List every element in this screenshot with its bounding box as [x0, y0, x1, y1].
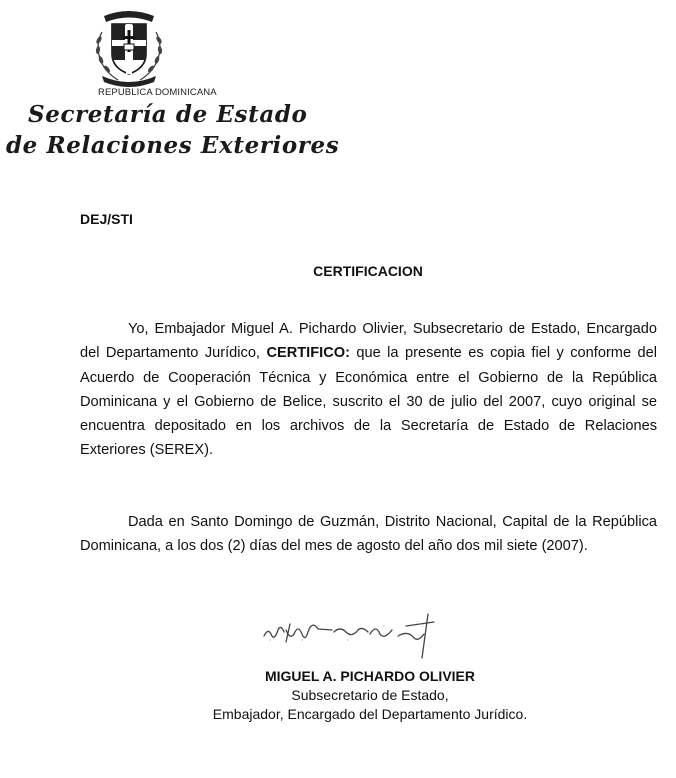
- document-title: CERTIFICACION: [313, 263, 423, 279]
- certification-paragraph: [80, 317, 657, 463]
- ministry-name-line-1: Secretaría de Estado: [28, 101, 308, 128]
- certification-body-text: que la presente es copia fiel y conforme del Acuerdo de Cooperación Técnica y Económica entre el Gobierno de la República Dominicana y el Gobierno de Belice, suscrito el 30 de julio del 2007, cuyo original se encuentra depositado en los archivos de la Secretaría de Estado de Relaciones Exteriores (SEREX).: [80, 345, 657, 459]
- handwritten-signature-icon: [258, 606, 458, 660]
- coat-of-arms-icon: [88, 2, 170, 88]
- country-name: REPUBLICA DOMINICANA: [98, 87, 217, 98]
- signer-role-line-1: Subsecretario de Estado,: [291, 687, 449, 703]
- certification-lead-text: Yo, Embajador Miguel A. Pichardo Olivier, Subsecretario de Estado, Encargado del Departamento Jurídico,: [80, 321, 657, 362]
- ministry-name-line-2: de Relaciones Exteriores: [6, 132, 340, 159]
- issuance-paragraph: Dada en Santo Domingo de Guzmán, Distrito Nacional, Capital de la República Dominicana, a los dos (2) días del mes de agosto del año dos mil siete (2007).: [80, 514, 657, 555]
- signer-role-line-2: Embajador, Encargado del Departamento Jurídico.: [212, 706, 528, 722]
- signer-name: MIGUEL A. PICHARDO OLIVIER: [264, 668, 475, 684]
- certifico-keyword: CERTIFICO:: [266, 345, 350, 362]
- document-reference: DEJ/STI: [80, 211, 133, 227]
